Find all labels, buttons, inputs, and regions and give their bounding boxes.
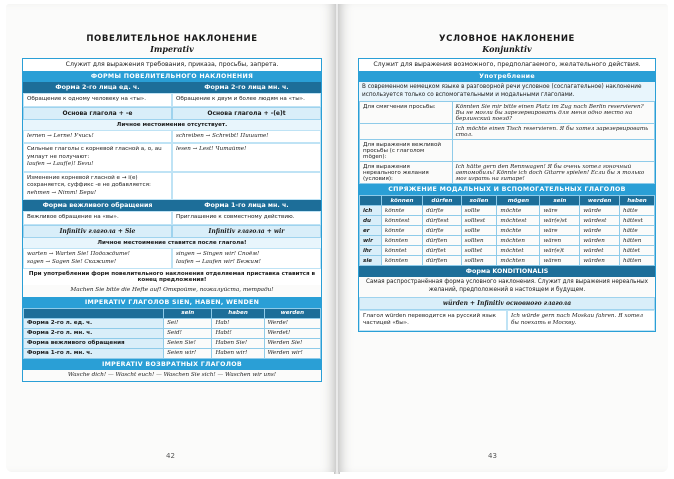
usage-example-cell: Könnten Sie mir bitte einen Platz im Zug nach Berlin reservieren? Вы не могли бы зарезервировать для меня одно место на берлинский поезд? [452,102,654,124]
konjunktiv-intro: Служит для выражения возможного, предполагаемого, желательного действия. [359,59,655,71]
example-lernen: lernen → Lerne! Учись! [23,130,172,144]
imperative-intro: Служит для выражения требования, приказа, просьбы, запрета. [23,59,321,71]
forms-desc-row [23,93,321,107]
polite-header-row [23,200,321,211]
modal-cell: möchtest [497,216,540,226]
modal-header-cell: mögen [497,196,540,206]
left-page-content [22,34,322,382]
modal-header-cell: haben [619,196,654,206]
modal-cell: könnten [381,236,422,246]
modal-cell: wäre [540,206,580,216]
usage-example-cell [452,140,654,162]
pronoun-cell: ich [360,206,382,216]
example-schreiben: schreiben → Schreibt! Пишите! [172,130,321,144]
reflexive-header: IMPERATIV ВОЗВРАТНЫХ ГЛАГОЛОВ [23,359,321,370]
modal-cell: würde [580,226,620,236]
form-sg-desc: Обращение к одному человеку на «ты». [23,93,172,107]
row-label-cell: Форма 2-го л. мн. ч. [24,328,164,338]
modal-table-body [360,206,655,266]
forms-header: ФОРМЫ ПОВЕЛИТЕЛЬНОГО НАКЛОНЕНИЯ [23,71,321,82]
form-pl-desc: Обращение к двум и более людям на «ты». [172,93,321,107]
table-cell: Werde! [264,318,320,328]
modal-cell: wären [540,256,580,266]
usage-table-body [360,102,655,184]
modal-cell: könntest [381,216,422,226]
form-pl-header: Форма 2-го лица мн. ч. [172,82,321,93]
table-cell: Werden wir! [264,348,320,358]
modal-cell: hätte [619,206,654,216]
pronoun-cell: sie [360,256,382,266]
table-header-cell: sein [164,308,212,318]
example-singen: singen → Singen wir! Споём! [176,250,260,257]
strong-verbs-block [23,143,172,172]
modal-header-cell: werden [580,196,620,206]
modal-cell: sollte [461,226,497,236]
left-page-number: 42 [166,452,175,460]
modal-cell: dürften [423,236,462,246]
right-page-title: УСЛОВНОЕ НАКЛОНЕНИЕ [439,34,575,44]
konditionalis-left: Глагол würden переводится на русский язык частицей «бы». [359,310,507,331]
modal-cell: würden [580,256,620,266]
table-row [24,348,321,358]
modal-cell: sollte [461,206,497,216]
sein-haben-werden-table [23,308,321,359]
modal-cell: könnten [381,256,422,266]
first-pl-header: Форма 1-го лица мн. ч. [172,200,321,211]
modal-cell: dürftet [423,246,462,256]
forms-header-row [23,82,321,93]
modal-cell: dürfte [423,206,462,216]
table-header-row [24,308,321,318]
modal-verbs-header: СПРЯЖЕНИЕ МОДАЛЬНЫХ И ВСПОМОГАТЕЛЬНЫХ ГЛАГОЛОВ [359,184,655,195]
usage-header: Употребление [359,71,655,82]
open-book [6,4,668,474]
table-header-cell [24,308,164,318]
table-cell: Werdet! [264,328,320,338]
modal-cell: dürfte [423,226,462,236]
table-body [24,318,321,358]
modal-cell: sollten [461,236,497,246]
polite-examples [23,248,172,269]
konditionalis-right: Ich würde gern nach Moskau fahren. Я хотел бы поехать в Москву. [507,310,655,331]
modal-cell: wären [540,236,580,246]
konditionalis-header: Форма KONDITIONALIS [359,266,655,277]
modal-cell: wäre [540,226,580,236]
konditionalis-desc: Самая распространённая форма условного наклонения. Служит для выражения нереальных желаний, предположений в настоящем и будущем. [365,279,649,294]
vowel-change-rule: Изменение корневой гласной e → i(e) сохраняется, суффикс -e не добавляется: [27,174,151,189]
modal-cell: würde [580,206,620,216]
polite-formula-row [23,225,321,238]
table-cell: Habt! [212,328,264,338]
pronoun-cell: ihr [360,246,382,256]
modal-header-cell [360,196,382,206]
usage-row [360,140,655,162]
modal-cell: möchten [497,256,540,266]
modal-header-cell: können [381,196,422,206]
table-header-cell: werden [264,308,320,318]
modal-cell: würden [580,236,620,246]
usage-example-cell: Ich möchte einen Tisch reservieren. Я бы хотел зарезервировать стол. [452,124,654,140]
table-cell: Haben wir! [212,348,264,358]
strong-verbs-rule: Сильные глаголы с корневой гласной a, o, au умлаут не получают: [27,146,162,160]
table-cell: Werden Sie! [264,338,320,348]
modal-cell: solltet [461,246,497,256]
konditionalis-row [359,310,655,331]
modal-cell: hätten [619,256,654,266]
table-cell: Hab! [212,318,264,328]
examples-row-4 [23,248,321,269]
table-cell: Seien wir! [164,348,212,358]
modal-cell: hättet [619,246,654,256]
usage-row [360,102,655,124]
left-page [6,4,336,472]
table-header-cell: haben [212,308,264,318]
stem-row [23,107,321,120]
form-sg-header: Форма 2-го лица ед. ч. [23,82,172,93]
examples-row-1 [23,130,321,144]
example-warten: warten → Warten Sie! Подождите! [27,250,130,257]
modal-row [360,236,655,246]
modal-cell: hätten [619,236,654,246]
first-pl-formula: Infinitiv глагола + wir [172,225,321,238]
modal-verbs-table [359,195,655,266]
examples-row-3 [23,172,321,201]
right-page [338,4,668,472]
modal-cell: würdet [580,246,620,256]
modal-row [360,256,655,266]
modal-cell: möchten [497,236,540,246]
left-page-title: ПОВЕЛИТЕЛЬНОЕ НАКЛОНЕНИЕ [86,34,258,44]
first-pl-desc: Приглашение к совместному действию. [172,211,321,225]
usage-desc: В современном немецком языке в разговорной речи условное (сослагательное) наклонение используется только со вспомогательными и модальными глаголами. [359,82,655,101]
usage-example-cell: Ich hätte gern den Rennwagen! Я бы очень хотел гоночный автомобиль! Könnte ich doch Gitarre spielen! Если бы я только мог играть на гитаре! [452,162,654,184]
modal-header-cell: dürfen [423,196,462,206]
modal-row [360,206,655,216]
modal-cell: könntet [381,246,422,256]
right-page-content [358,34,656,332]
usage-row [360,124,655,140]
modal-header-cell: sein [540,196,580,206]
imperative-box [22,58,322,382]
modal-cell: hätte [619,226,654,236]
pronoun-after-note: Личное местоимение ставится после глагола! [23,238,321,248]
pronoun-cell: wir [360,236,382,246]
pronoun-cell: du [360,216,382,226]
right-page-number: 43 [488,452,497,460]
usage-table [359,101,655,184]
modal-cell: möchte [497,206,540,216]
modal-cell: dürften [423,256,462,266]
examples-row-2 [23,143,321,172]
stem-pl: Основа глагола + -(e)t [172,107,321,120]
example-nehmen: nehmen → Nimm! Бери! [27,189,97,196]
modal-cell: könnte [381,206,422,216]
konditionalis-formula: würden + Infinitiv основного глагола [359,297,655,310]
table-row [24,338,321,348]
no-pronoun-note: Личное местоимение отсутствует. [23,120,321,130]
modal-row [360,226,655,236]
modal-cell: dürftest [423,216,462,226]
modal-header-cell: sollen [461,196,497,206]
table-row [24,328,321,338]
usage-label-cell: Для смягчения просьбы: [360,102,453,124]
table-cell: Seid! [164,328,212,338]
modal-cell: hättest [619,216,654,226]
modal-cell: möchte [497,226,540,236]
first-pl-examples [172,248,321,269]
modal-cell: sollten [461,256,497,266]
polite-header: Форма вежливого обращения [23,200,172,211]
polite-desc-row [23,211,321,225]
example-lesen: lesen → Lest! Читайте! [172,143,321,172]
usage-label-cell: Для выражения нереального желания (условия): [360,162,453,184]
usage-row [360,162,655,184]
sein-haben-werden-header: IMPERATIV ГЛАГОЛОВ SIEN, HABEN, WENDEN [23,297,321,308]
modal-row [360,246,655,256]
table-cell: Seien Sie! [164,338,212,348]
modal-cell: möchtet [497,246,540,256]
table-row [24,318,321,328]
modal-row [360,216,655,226]
modal-header-row [360,196,655,206]
table-cell: Haben Sie! [212,338,264,348]
reflexive-example: Wasche dich! — Wascht euch! — Waschen Sie sich! — Waschen wir uns! [67,371,277,378]
example-laufen: laufen → Lauf(e)! Беги! [27,161,94,168]
separable-example: Machen Sie bitte die Hefte auf! Откройте, пожалуйста, тетради! [70,287,274,294]
table-cell: Sei! [164,318,212,328]
polite-desc: Вежливое обращение на «вы». [23,211,172,225]
polite-formula: Infinitiv глагола + Sie [23,225,172,238]
usage-label-cell [360,124,453,140]
modal-cell: würdest [580,216,620,226]
pronoun-cell: er [360,226,382,236]
konjunktiv-box [358,58,656,332]
example-laufen-wir: laufen → Laufen wir! Бежим! [176,258,261,265]
example-sagen: sagen → Sagen Sie! Скажите! [27,258,117,265]
left-page-subtitle: Imperativ [150,44,194,54]
separable-note: При употреблении форм повелительного наклонения отделяемая приставка ставится в конец предложения! [23,269,321,285]
modal-cell: solltest [461,216,497,226]
row-label-cell: Форма вежливого обращения [24,338,164,348]
stem-sg: Основа глагола + -e [23,107,172,120]
modal-cell: wär(e)st [540,216,580,226]
modal-cell: wär(e)t [540,246,580,256]
empty-cell [172,172,321,201]
right-page-subtitle: Konjunktiv [482,44,532,54]
row-label-cell: Форма 2-го л. ед. ч. [24,318,164,328]
vowel-change-block [23,172,172,201]
modal-cell: könnte [381,226,422,236]
usage-label-cell: Для выражения вежливой просьбы (с глаголом mögen): [360,140,453,162]
row-label-cell: Форма 1-го л. мн. ч. [24,348,164,358]
